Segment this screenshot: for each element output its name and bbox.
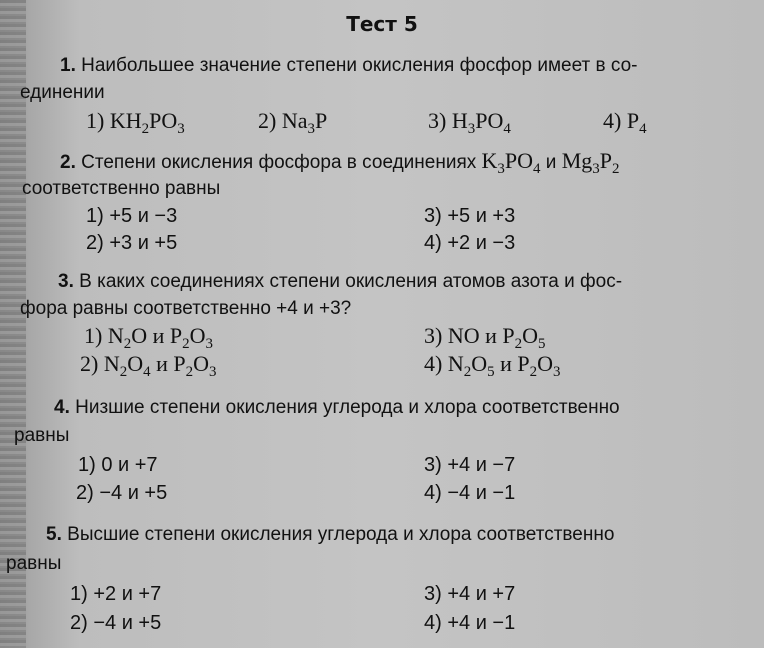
q5-text-line-2: равны — [6, 553, 62, 574]
q4-number: 4. — [54, 397, 70, 418]
q1-text-line-1: Наибольшее значение степени окисления фосфор имеет в со- — [81, 55, 638, 76]
q1-option-4: 4) $P_4$ — [603, 108, 647, 138]
q1-line-1 — [60, 53, 637, 79]
q2-option-1: 1) +5 и −3 — [86, 205, 178, 227]
test-title: Тест 5 — [346, 12, 418, 36]
q1-text-line-2: единении — [20, 82, 105, 103]
q2-number: 2. — [60, 152, 76, 173]
q5-number: 5. — [46, 524, 62, 545]
q2-line-1: 2. Степени окисления фосфора в соединениях $K_3PO_4$ и $Mg_3P_2$ — [60, 148, 620, 178]
q5-option-2: 2) −4 и +5 — [70, 612, 162, 634]
q5-option-4: 4) +4 и −1 — [424, 612, 516, 634]
q3-number: 3. — [58, 271, 74, 292]
q5-option-3: 3) +4 и +7 — [424, 583, 516, 605]
q1-option-2: 2) $Na_3P$ — [258, 108, 328, 138]
q5-option-1: 1) +2 и +7 — [70, 583, 162, 605]
q4-option-2: 2) −4 и +5 — [76, 482, 168, 504]
q3-option-4: 4) $N_2O_5$ и $P_2O_3$ — [424, 351, 561, 381]
q5-line-1: 5. Высшие степени окисления углерода и хлора соответственно — [46, 524, 615, 545]
q4-option-4: 4) −4 и −1 — [424, 482, 516, 504]
q3-option-1: 1) $N_2O$ и $P_2O_3$ — [84, 323, 213, 353]
q2-option-3: 3) +5 и +3 — [424, 205, 516, 227]
q4-option-1: 1) 0 и +7 — [78, 454, 158, 476]
q2-option-4: 4) +2 и −3 — [424, 232, 516, 254]
q1-option-3: 3) $H_3PO_4$ — [428, 108, 511, 138]
q4-line-1: 4. Низшие степени окисления углерода и хлора соответственно — [54, 397, 620, 418]
q3-line-1: 3. В каких соединениях степени окисления атомов азота и фос- — [58, 271, 623, 292]
q3-option-2: 2) $N_2O_4$ и $P_2O_3$ — [80, 351, 217, 381]
q4-text-line-2: равны — [14, 425, 70, 446]
q3-text-line-2: фора равны соответственно +4 и +3? — [20, 298, 352, 319]
q3-option-3: 3) NO и $P_2O_5$ — [424, 323, 546, 353]
q2-formula-2: $Mg_3P_2$ — [561, 148, 620, 178]
q2-option-2: 2) +3 и +5 — [86, 232, 178, 254]
q4-option-3: 3) +4 и −7 — [424, 454, 516, 476]
q2-text-line-2: соответственно равны — [22, 178, 221, 199]
q2-formula-1: $K_3PO_4$ — [481, 148, 541, 178]
q1-number: 1. — [60, 55, 76, 76]
q1-option-1: 1) $KH_2PO_3$ — [86, 108, 185, 138]
